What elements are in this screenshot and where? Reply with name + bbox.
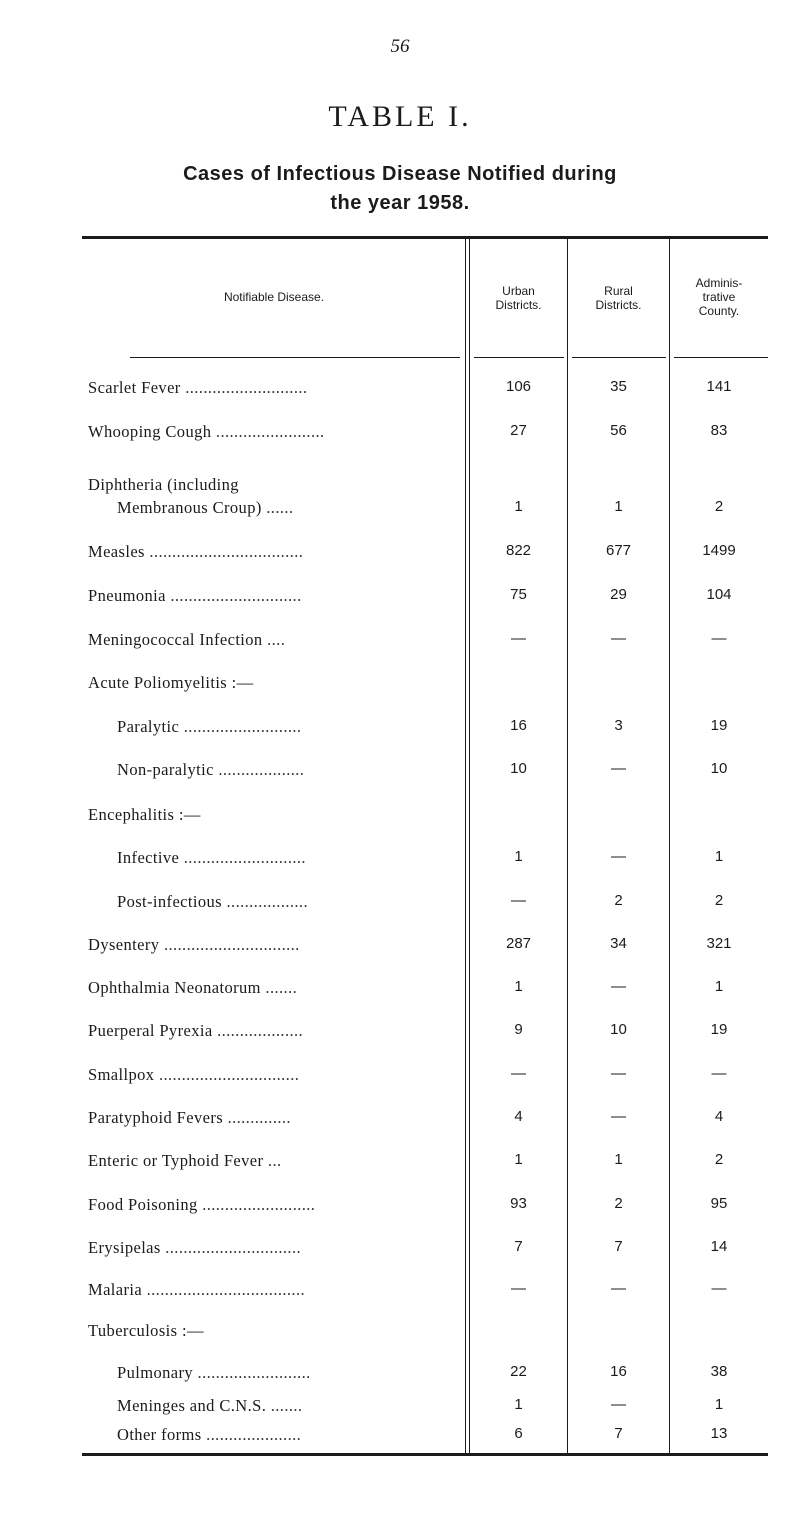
column-divider-2 (567, 238, 568, 1453)
urban-count: 6 (514, 1425, 523, 1442)
disease-name (117, 1425, 464, 1445)
rural-count: 34 (610, 935, 627, 952)
disease-name (88, 586, 464, 606)
header-bottom-rule-disease (130, 357, 460, 358)
disease-name (88, 475, 464, 495)
admin-count: 1 (714, 978, 724, 995)
disease-label: Ophthalmia Neonatorum (88, 978, 261, 997)
header-bottom-rule-admin (674, 357, 768, 358)
disease-label: Tuberculosis :— (88, 1321, 204, 1340)
disease-name (88, 1238, 464, 1258)
dot-leader: ............................... (154, 1065, 300, 1084)
disease-label: Diphtheria (including (88, 475, 239, 494)
urban-count: 93 (510, 1195, 527, 1212)
admin-count: 1 (714, 848, 724, 865)
urban-count: 1 (514, 848, 523, 865)
admin-count: 1499 (702, 542, 736, 559)
disease-label: Whooping Cough (88, 422, 212, 441)
dot-leader: ................... (213, 760, 305, 779)
table-top-rule (82, 236, 768, 239)
dot-leader: .............................. (160, 1238, 302, 1257)
admin-count: 14 (710, 1238, 728, 1255)
disease-label: Scarlet Fever (88, 378, 181, 397)
admin-count: 2 (714, 1151, 724, 1168)
rural-count: 35 (610, 378, 627, 395)
dot-leader: .............................. (159, 935, 300, 954)
urban-count: — (511, 630, 526, 647)
disease-label: Acute Poliomyelitis :— (88, 673, 254, 692)
dot-leader: .................................. (144, 542, 304, 561)
admin-count: 321 (706, 935, 732, 952)
dot-leader: .... (262, 630, 286, 649)
urban-count: 10 (510, 760, 527, 777)
rural-count: 56 (610, 422, 627, 439)
disease-label: Encephalitis :— (88, 805, 201, 824)
column-header-admin-line: trative (702, 290, 736, 304)
disease-label: Non-paralytic (117, 760, 214, 779)
urban-count: 106 (505, 378, 532, 395)
admin-count: 83 (710, 422, 728, 439)
column-header-rural-line: Districts. (595, 298, 642, 312)
column-header-admin-line: Adminis- (695, 276, 743, 290)
disease-name (88, 422, 464, 442)
urban-count: 1 (514, 1151, 523, 1168)
disease-name (88, 673, 464, 693)
disease-name (117, 848, 464, 868)
disease-name (88, 378, 464, 398)
admin-count: 38 (710, 1363, 728, 1380)
dot-leader: ........................... (179, 848, 306, 867)
urban-count: 16 (510, 717, 527, 734)
rural-count: — (611, 978, 626, 995)
disease-label: Post-infectious (117, 892, 222, 911)
rural-count: 2 (614, 892, 623, 909)
column-header-disease: Notifiable Disease. (223, 290, 325, 304)
urban-count: 287 (505, 935, 532, 952)
admin-count: 2 (714, 892, 724, 909)
column-header-rural (568, 284, 669, 312)
admin-count: 1 (714, 1396, 724, 1413)
rural-count: 29 (610, 586, 627, 603)
urban-count: 1 (514, 498, 523, 515)
admin-count: — (711, 1065, 727, 1082)
rural-count: 7 (614, 1425, 623, 1442)
disease-label: Puerperal Pyrexia (88, 1021, 213, 1040)
header-bottom-rule-urban (474, 357, 564, 358)
disease-name (88, 1108, 464, 1128)
disease-name (88, 805, 464, 825)
disease-name (88, 978, 464, 998)
admin-count: 10 (710, 760, 728, 777)
table-caption-line-1: Cases of Infectious Disease Notified during (183, 163, 617, 185)
column-divider-3 (669, 238, 670, 1453)
rural-count: 1 (614, 1151, 623, 1168)
column-header-urban (470, 284, 567, 312)
disease-name (88, 935, 464, 955)
urban-count: — (511, 1280, 526, 1297)
dot-leader: ................................... (142, 1280, 306, 1299)
disease-name (117, 717, 464, 737)
rural-count: — (611, 760, 626, 777)
admin-count: 4 (714, 1108, 724, 1125)
disease-name (117, 1396, 464, 1416)
dot-leader: .................. (222, 892, 308, 911)
table-bottom-rule (82, 1453, 768, 1456)
dot-leader: ................... (212, 1021, 304, 1040)
admin-count: 2 (714, 498, 724, 515)
rural-count: 3 (614, 717, 623, 734)
table-caption-line-2: the year 1958. (330, 192, 470, 214)
column-header-admin (670, 276, 768, 318)
table-heading: TABLE I. (328, 100, 472, 133)
urban-count: 4 (514, 1108, 523, 1125)
admin-count: — (711, 630, 727, 647)
disease-name (88, 542, 464, 562)
dot-leader: ..................... (201, 1425, 302, 1444)
disease-label: Infective (117, 848, 180, 867)
admin-count: 13 (710, 1425, 728, 1442)
rural-count: — (611, 630, 626, 647)
dot-leader: .............. (223, 1108, 291, 1127)
disease-name (88, 1065, 464, 1085)
urban-count: 1 (514, 978, 523, 995)
rural-count: — (611, 1280, 626, 1297)
disease-name (117, 760, 464, 780)
rural-count: 7 (614, 1238, 623, 1255)
disease-label: Enteric or Typhoid Fever (88, 1151, 264, 1170)
admin-count: 104 (706, 586, 732, 603)
dot-leader: ... (263, 1151, 282, 1170)
disease-label: Dysentery (88, 935, 160, 954)
admin-count: — (711, 1280, 727, 1297)
disease-label: Pulmonary (117, 1363, 194, 1382)
urban-count: 1 (514, 1396, 523, 1413)
rural-count: 10 (610, 1021, 627, 1038)
dot-leader: ...... (261, 498, 294, 517)
column-header-urban-line: Districts. (495, 298, 542, 312)
dot-leader: ....... (260, 978, 298, 997)
disease-label: Other forms (117, 1425, 202, 1444)
dot-leader: ......................... (197, 1195, 316, 1214)
rural-count: 677 (605, 542, 632, 559)
admin-count: 19 (710, 717, 728, 734)
admin-count: 141 (706, 378, 732, 395)
urban-count: 27 (510, 422, 527, 439)
disease-label: Food Poisoning (88, 1195, 198, 1214)
disease-label: Paratyphoid Fevers (88, 1108, 224, 1127)
disease-name (88, 1195, 464, 1215)
disease-label: Meningococcal Infection (88, 630, 263, 649)
disease-label: Malaria (88, 1280, 143, 1299)
disease-name (88, 1151, 464, 1171)
urban-count: 7 (514, 1238, 523, 1255)
disease-label: Meninges and C.N.S. (117, 1396, 267, 1415)
header-bottom-rule-rural (572, 357, 666, 358)
rural-count: — (611, 1108, 626, 1125)
dot-leader: ............................. (165, 586, 302, 605)
admin-count: 95 (710, 1195, 728, 1212)
dot-leader: .......................... (179, 717, 302, 736)
urban-count: 22 (510, 1363, 527, 1380)
disease-label: Paralytic (117, 717, 180, 736)
column-divider-1-double (469, 238, 470, 1453)
column-header-rural-line: Rural (604, 284, 633, 298)
disease-name (117, 498, 464, 518)
rural-count: 2 (614, 1195, 623, 1212)
urban-count: 75 (510, 586, 527, 603)
rural-count: 1 (614, 498, 623, 515)
column-header-admin-line: County. (698, 304, 740, 318)
urban-count: — (511, 1065, 526, 1082)
column-header-urban-line: Urban (502, 284, 535, 298)
rural-count: 16 (610, 1363, 627, 1380)
disease-name (88, 1280, 464, 1300)
disease-label: Measles (88, 542, 145, 561)
disease-name (88, 1321, 464, 1341)
disease-label: Erysipelas (88, 1238, 161, 1257)
urban-count: 822 (505, 542, 532, 559)
dot-leader: ......................... (193, 1363, 311, 1382)
dot-leader: ........................... (180, 378, 308, 397)
disease-label: Smallpox (88, 1065, 155, 1084)
rural-count: — (611, 1065, 626, 1082)
disease-name (117, 1363, 464, 1383)
disease-name (88, 1021, 464, 1041)
page-number: 56 (390, 36, 410, 57)
urban-count: — (511, 892, 526, 909)
dot-leader: ........................ (211, 422, 325, 441)
disease-label: Membranous Croup) (117, 498, 262, 517)
disease-name (88, 630, 464, 650)
disease-name (117, 892, 464, 912)
disease-label: Pneumonia (88, 586, 166, 605)
rural-count: — (611, 848, 626, 865)
column-divider-1 (465, 238, 466, 1453)
admin-count: 19 (710, 1021, 728, 1038)
dot-leader: ....... (266, 1396, 303, 1415)
urban-count: 9 (514, 1021, 523, 1038)
rural-count: — (611, 1396, 626, 1413)
